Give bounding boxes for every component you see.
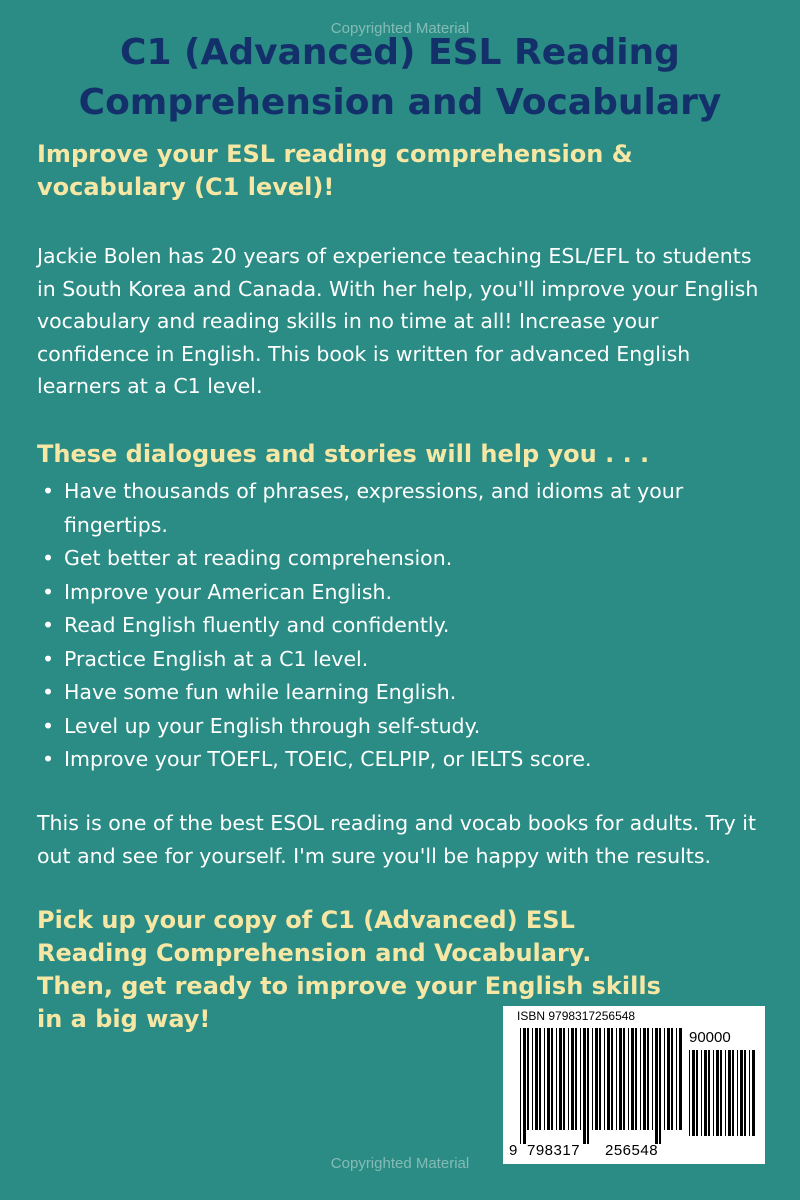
barcode-bar: [716, 1050, 719, 1136]
barcode-bar: [623, 1028, 625, 1130]
call-to-action: Pick up your copy of C1 (Advanced) ESL Reading Comprehension and Vocabulary. Then, get ready to improve your English skills in a big way!: [37, 906, 661, 1033]
barcode-bar: [655, 1028, 658, 1144]
barcode-bar: [652, 1028, 653, 1130]
barcode-bar: [671, 1028, 673, 1130]
barcode-digits-right: 256548: [605, 1142, 659, 1159]
barcode-bar: [647, 1028, 649, 1130]
barcode-bar: [728, 1050, 731, 1136]
barcode-bar: [568, 1028, 569, 1130]
barcode-bar: [664, 1028, 665, 1130]
isbn-barcode: [503, 1006, 765, 1164]
barcode-bar: [679, 1028, 682, 1130]
barcode-bar: [737, 1050, 738, 1136]
intro-heading: Improve your ESL reading comprehension & vocabulary (C1 level)!: [37, 140, 633, 201]
benefit-item: • Improve your American English.: [40, 576, 730, 610]
barcode-bar: [539, 1028, 541, 1130]
barcode-bar: [704, 1050, 707, 1136]
barcode-bar: [692, 1050, 695, 1136]
barcode-bar: [713, 1050, 714, 1136]
barcode-bar: [752, 1050, 755, 1136]
barcode-bar: [725, 1050, 726, 1136]
barcode-bar: [749, 1050, 750, 1136]
barcode-bar: [732, 1050, 734, 1136]
benefits-heading: These dialogues and stories will help you . . .: [37, 440, 650, 468]
barcode-bar: [592, 1028, 593, 1130]
barcode-bar: [607, 1028, 610, 1130]
barcode-bar: [583, 1028, 586, 1144]
barcode-bar: [523, 1028, 526, 1144]
benefit-item: • Read English fluently and confidently.: [40, 609, 730, 643]
price-addon-label: 90000: [689, 1029, 731, 1046]
barcode-bar: [527, 1028, 529, 1130]
benefit-item: • Level up your English through self-study.: [40, 710, 730, 744]
barcode-bar: [599, 1028, 601, 1130]
benefit-item: • Improve your TOEFL, TOEIC, CELPIP, or IELTS score.: [40, 743, 730, 777]
barcode-bar: [520, 1028, 521, 1144]
watermark-bottom: Copyrighted Material: [330, 1155, 470, 1172]
barcode-bar: [580, 1028, 581, 1130]
barcode-bars: [520, 1028, 684, 1144]
barcode-bar: [616, 1028, 617, 1130]
book-title-line-1: C1 (Advanced) ESL Reading: [120, 32, 680, 73]
barcode-bar: [643, 1028, 646, 1130]
barcode-bar: [532, 1028, 533, 1130]
barcode-bar: [611, 1028, 613, 1130]
author-bio: Jackie Bolen has 20 years of experience teaching ESL/EFL to students in South Korea and Canada. With her help, you'll improve your English vocabulary and reading skills in no time at all! Increase your confidence in English. This book is written for advanced English learners at a C1 level.: [37, 244, 759, 398]
benefit-item: • Have thousands of phrases, expressions, and idioms at your fingertips.: [40, 475, 730, 542]
benefits-list: [40, 475, 730, 777]
barcode-digits-left: 798317: [527, 1142, 581, 1159]
barcode-bar: [587, 1028, 589, 1144]
barcode-bar: [563, 1028, 565, 1130]
benefit-item: • Practice English at a C1 level.: [40, 643, 730, 677]
barcode-digit-lead: 9: [509, 1142, 518, 1159]
barcode-bar: [544, 1028, 545, 1130]
book-title-line-2: Comprehension and Vocabulary: [78, 82, 722, 123]
barcode-bar: [571, 1028, 574, 1130]
barcode-bar: [575, 1028, 577, 1130]
barcode-bar: [667, 1028, 670, 1130]
barcode-bar: [595, 1028, 598, 1130]
watermark-top: Copyrighted Material: [330, 20, 470, 37]
barcode-bar: [740, 1050, 743, 1136]
benefit-item: • Have some fun while learning English.: [40, 676, 730, 710]
barcode-bar: [635, 1028, 637, 1130]
barcode-bar: [559, 1028, 562, 1130]
barcode-bar: [696, 1050, 698, 1136]
barcode-bar: [547, 1028, 550, 1130]
barcode-bar: [619, 1028, 622, 1130]
barcode-bar: [535, 1028, 538, 1130]
barcode-bar: [556, 1028, 557, 1130]
barcode-bar: [604, 1028, 605, 1130]
closing-paragraph: This is one of the best ESOL reading and vocab books for adults. Try it out and see for yourself. I'm sure you'll be happy with the results.: [37, 811, 757, 868]
barcode-bar: [689, 1050, 690, 1136]
benefit-item: • Get better at reading comprehension.: [40, 542, 730, 576]
barcode-bar: [659, 1028, 661, 1144]
addon-barcode-bars: [689, 1050, 755, 1150]
isbn-label: ISBN 9798317256548: [517, 1009, 636, 1023]
barcode-bar: [551, 1028, 553, 1130]
barcode-bar: [708, 1050, 710, 1136]
barcode-bar: [628, 1028, 629, 1130]
barcode-bar: [676, 1028, 677, 1130]
barcode-bar: [744, 1050, 746, 1136]
barcode-bar: [720, 1050, 722, 1136]
book-title: [0, 28, 800, 128]
barcode-bar: [631, 1028, 634, 1130]
barcode-bar: [640, 1028, 641, 1130]
barcode-bar: [701, 1050, 702, 1136]
